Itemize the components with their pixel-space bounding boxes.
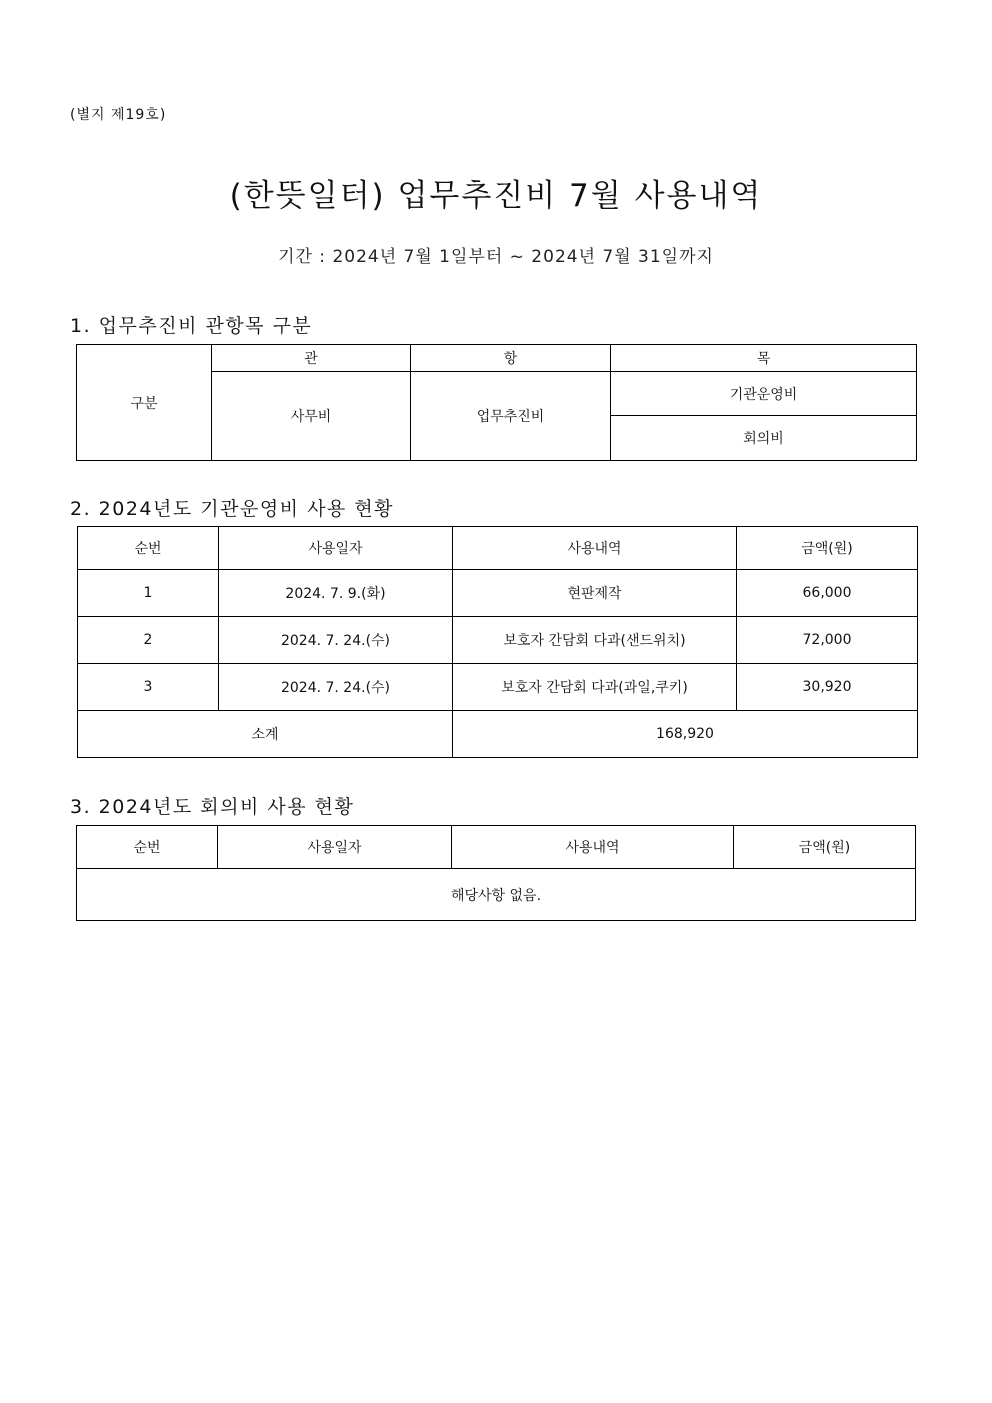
cell-amount: 72,000 <box>737 617 918 664</box>
cell-no: 1 <box>78 570 219 617</box>
header-no: 순번 <box>78 527 219 570</box>
section2-heading: 2. 2024년도 기관운영비 사용 현황 <box>70 498 395 520</box>
cell-date: 2024. 7. 24.(수) <box>219 617 453 664</box>
section3-heading: 3. 2024년도 회의비 사용 현황 <box>70 796 355 818</box>
subtotal-label: 소계 <box>78 711 453 758</box>
meeting-expense-table <box>76 825 916 921</box>
cell-date: 2024. 7. 9.(화) <box>219 570 453 617</box>
mok-value: 회의비 <box>611 416 917 461</box>
col-header-hang: 항 <box>411 345 611 372</box>
account-classification-table <box>76 344 917 461</box>
cell-desc: 현판제작 <box>453 570 737 617</box>
cell-no: 3 <box>78 664 219 711</box>
table-row <box>78 664 918 711</box>
subtotal-value: 168,920 <box>453 711 918 758</box>
cell-amount: 30,920 <box>737 664 918 711</box>
section1-heading: 1. 업무추진비 관항목 구분 <box>70 315 313 337</box>
table-row <box>78 570 918 617</box>
cell-desc: 보호자 간담회 다과(샌드위치) <box>453 617 737 664</box>
page-title: (한뜻일터) 업무추진비 7월 사용내역 <box>229 178 763 214</box>
operating-expense-table <box>77 526 918 758</box>
col-header-gwan: 관 <box>212 345 411 372</box>
header-amount: 금액(원) <box>734 826 916 869</box>
header-desc: 사용내역 <box>453 527 737 570</box>
hang-value: 업무추진비 <box>411 372 611 461</box>
cell-date: 2024. 7. 24.(수) <box>219 664 453 711</box>
gwan-value: 사무비 <box>212 372 411 461</box>
header-date: 사용일자 <box>219 527 453 570</box>
mok-value: 기관운영비 <box>611 372 917 416</box>
cell-desc: 보호자 간담회 다과(과일,쿠키) <box>453 664 737 711</box>
row-header-gubun: 구분 <box>77 345 212 461</box>
period-text: 기간 : 2024년 7월 1일부터 ~ 2024년 7월 31일까지 <box>278 247 714 267</box>
header-amount: 금액(원) <box>737 527 918 570</box>
table-row <box>78 617 918 664</box>
subtotal-row <box>78 711 918 758</box>
cell-no: 2 <box>78 617 219 664</box>
header-date: 사용일자 <box>218 826 452 869</box>
form-number: (별지 제19호) <box>70 107 167 123</box>
header-desc: 사용내역 <box>452 826 734 869</box>
header-no: 순번 <box>77 826 218 869</box>
cell-amount: 66,000 <box>737 570 918 617</box>
col-header-mok: 목 <box>611 345 917 372</box>
empty-message: 해당사항 없음. <box>77 869 916 921</box>
